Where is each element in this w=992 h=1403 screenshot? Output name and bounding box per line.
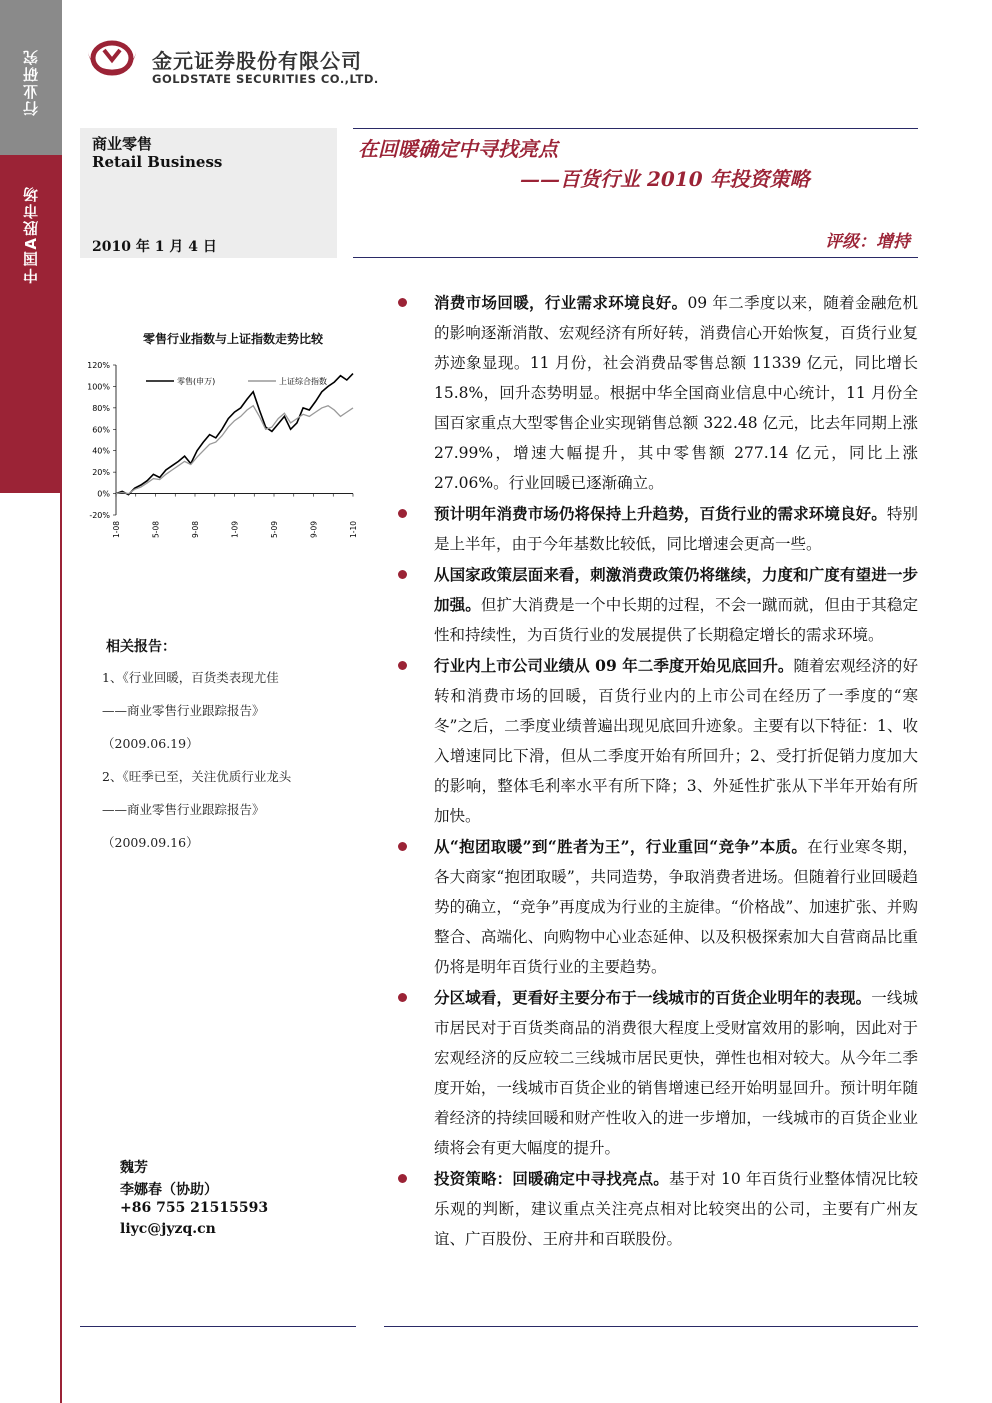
point-heading: 从国家政策层面来看，刺激消费政策仍将继续，力度和广度有望进一步加强。 [434,565,918,614]
series-line [116,374,353,495]
point-heading: 从“抱团取暖”到“胜者为王”，行业重回“竞争”本质。 [434,837,808,856]
related-line: ——商业零售行业跟踪报告》 [102,802,265,817]
sidebar [0,0,62,1403]
chart-title: 零售行业指数与上证指数走势比较 [142,332,323,346]
series-line [116,406,353,494]
company-name-cn: 金元证券股份有限公司 [152,49,362,73]
analyst-name: 魏芳 [120,1160,148,1176]
analyst-assistant: 李娜春（协助） [120,1182,218,1198]
footer-rule-right [384,1326,918,1327]
y-tick-label: 40% [92,446,110,456]
x-tick-label: 5-08 [151,521,161,539]
point-text: 09 年二季度以来，随着金融危机的影响逐渐消散、宏观经济有所好转，消费信心开始恢复，百货行业复苏迹象显现。11 月份，社会消费品零售总额 11339 亿元，同比增长 15.8%，回升态势明显。根据中华全国商业信息中心统计，11 月份全国百家重点大型零售企业实现销售总额 322.48 亿元，比去年同期上涨 27.99%，增速大幅提升，其中零售额 277.14 亿元，同比上涨 27.06%。行业回暖已逐渐确立。 [434,294,918,492]
y-tick-label: 100% [87,382,110,392]
header-bottom-rule [353,257,918,258]
analyst-email[interactable]: liyc@jyzq.cn [120,1221,216,1237]
sidebar-label-market: 中国A股市场 [22,185,40,284]
sidebar-rule [60,493,62,1403]
sector-en: Retail Business [92,153,223,171]
related-line: （2009.06.19） [102,736,199,751]
point-heading: 行业内上市公司业绩从 09 年二季度开始见底回升。 [434,656,794,675]
company-logo-icon [84,40,140,82]
point-heading: 预计明年消费市场仍将保持上升趋势，百货行业的需求环境良好。 [434,504,887,523]
point-heading: 分区域看，更看好主要分布于一线城市的百货企业明年的表现。 [434,988,872,1007]
analyst-phone: +86 755 21515593 [120,1200,269,1216]
point-text: 随着宏观经济的好转和消费市场的回暖，百货行业内的上市公司在经历了一季度的“寒冬”之后，二季度业绩普遍出现见底回升迹象。主要有以下特征：1、收入增速同比下滑，但从二季度开始有所回升；2、受打折促销力度加大的影响，整体毛利率水平有所下降；3、外延性扩张从下半年开始有所加快。 [434,657,918,825]
x-tick-label: 1-08 [112,521,121,539]
report-date: 2010 年 1 月 4 日 [92,239,217,255]
legend-label: 上证综合指数 [279,377,327,386]
y-tick-label: -20% [89,511,110,520]
point-heading: 投资策略：回暖确定中寻找亮点。 [434,1169,669,1188]
y-tick-label: 0% [97,489,110,499]
bullet-icon [398,298,407,307]
x-tick-label: 9-09 [309,521,319,539]
list-item [398,288,918,498]
list-item [398,499,918,559]
y-tick-label: 80% [92,403,110,413]
report-title: 在回暖确定中寻找亮点 [358,137,558,161]
related-line: ——商业零售行业跟踪报告》 [102,703,265,718]
x-tick-label: 1-09 [230,521,240,539]
y-tick-label: 60% [92,425,110,435]
point-text: 基于对 10 年百货行业整体情况比较乐观的判断，建议重点关注亮点相对比较突出的公司，主要有广州友谊、广百股份、王府井和百联股份。 [434,1170,918,1248]
x-tick-label: 1-10 [349,521,358,539]
bullet-icon [398,1174,407,1183]
bullet-icon [398,509,407,518]
x-tick-label: 5-09 [270,521,279,539]
index-comparison-chart [78,355,368,555]
report-subtitle: ——百货行业 2010 年投资策略 [520,167,810,191]
sector-cn: 商业零售 [92,135,153,153]
bullet-icon [398,993,407,1002]
bullet-icon [398,842,407,851]
list-item [398,832,918,982]
header-top-rule [353,128,918,129]
point-text: 但扩大消费是一个中长期的过程，不会一蹴而就，但由于其稳定性和持续性，为百货行业的发展提供了长期稳定增长的需求环境。 [434,596,918,644]
footer-rule-left [80,1326,356,1327]
x-tick-label: 9-08 [191,521,200,539]
sidebar-label-industry-research: 行业研究 [22,48,40,116]
company-name-en: GOLDSTATE SECURITIES CO.,LTD. [152,72,379,86]
legend-label: 零售(申万) [177,377,216,386]
bullet-icon [398,661,407,670]
related-line: （2009.09.16） [102,835,199,850]
y-tick-label: 120% [87,361,110,370]
related-reports-title: 相关报告： [106,639,176,655]
list-item [398,983,918,1163]
bullet-icon [398,570,407,579]
point-text: 一线城市居民对于百货类商品的消费很大程度上受财富效用的影响，因此对于宏观经济的反应较二三线城市居民更快，弹性也相对较大。从今年二季度开始，一线城市百货企业的销售增速已经开始明显回升。预计明年随着经济的持续回暖和财产性收入的进一步增加，一线城市的百货企业业绩将会有更大幅度的提升。 [434,989,918,1157]
list-item [398,651,918,831]
related-line: 1、《行业回暖，百货类表现尤佳 [102,670,279,685]
y-tick-label: 20% [92,468,110,478]
key-points-list [398,288,918,1254]
related-line: 2、《旺季已至，关注优质行业龙头 [102,769,292,784]
list-item [398,560,918,650]
rating: 评级：增持 [825,232,910,252]
point-text: 在行业寒冬期，各大商家“抱团取暖”，共同造势，争取消费者进场。但随着行业回暖趋势的确立，“竞争”再度成为行业的主旋律。“价格战”、加速扩张、并购整合、高端化、向购物中心业态延伸、以及积极探索加大自营商品比重仍将是明年百货行业的主要趋势。 [434,838,918,976]
point-text: 特别是上半年，由于今年基数比较低，同比增速会更高一些。 [434,505,918,553]
point-heading: 消费市场回暖，行业需求环境良好。 [434,293,688,312]
list-item [398,1164,918,1254]
